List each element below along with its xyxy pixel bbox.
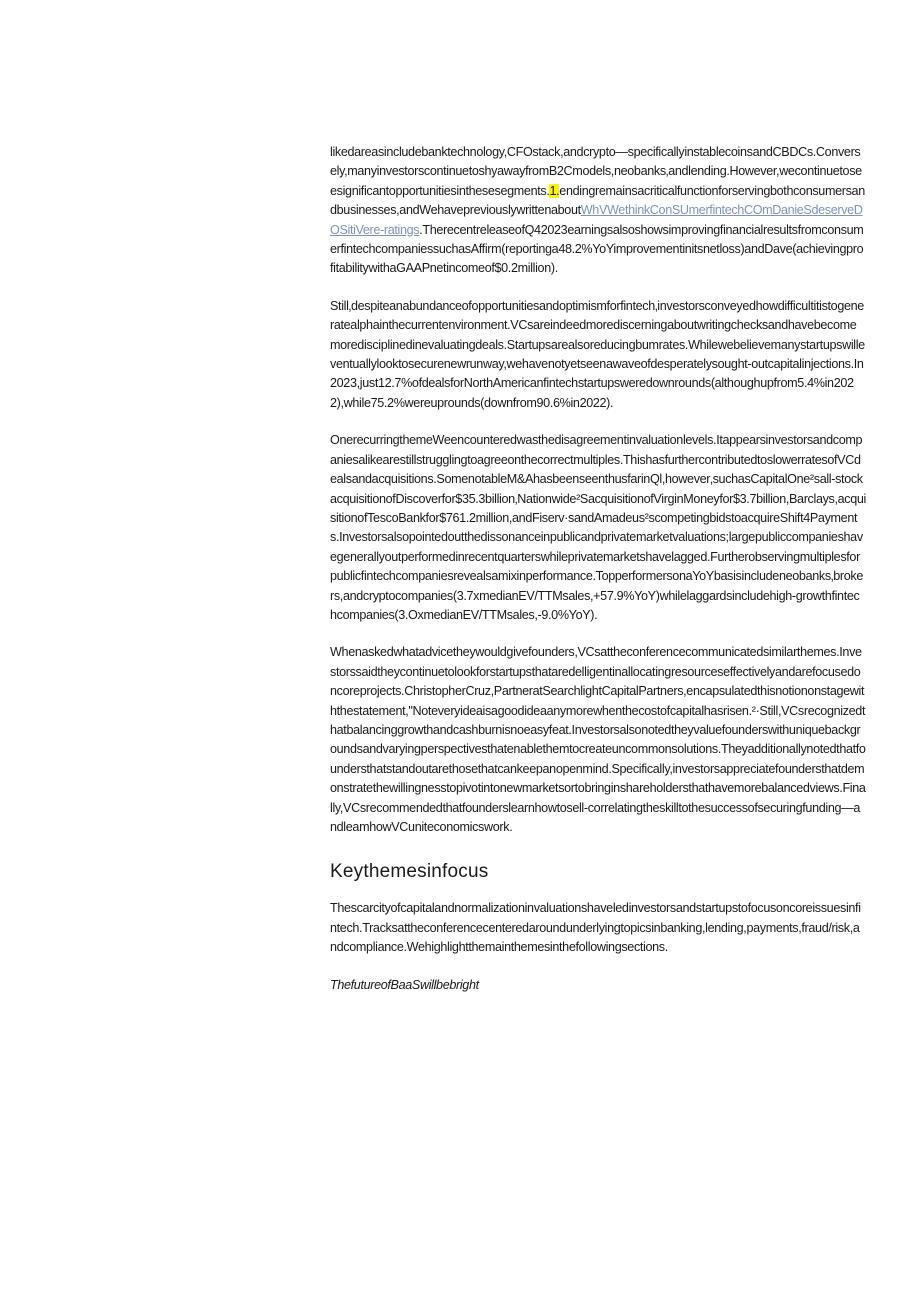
highlighted-text: 1. — [549, 183, 560, 198]
section-heading: Keythemesinfocus — [330, 861, 489, 883]
paragraph-text: endingremainsacriticalfunctionforservingbothconsumersandbusinesses,andWehavepreviouslywrittenabout — [330, 183, 865, 218]
paragraph-alpha-environment: Still‚despiteanabundanceofopportunitiesandoptimismforfintech‚investorsconveyedhowdifficultitistogeneratealphainthecurrentenvironment.VCsareindeedmorediscerningaboutwritingchecksandhavebecomemoredisciplinedinevaluatingdeals.Startupsarealsoreducingbumrates.Whilewebelievemanystartupswilleventuallylooktosecurenewrunway,wehavenotyetseenawaveofdesperatelysought-outcapitalinjections.In2023,just12.7%ofdealsforNorthAmericanfintechstartupsweredownrounds(althoughupfrom5.4%in2022),while75.2%wereuprounds(downfrom90.6%in2022). — [330, 298, 865, 410]
document-body — [330, 143, 866, 995]
consumer-fintech-article-link[interactable]: WhVWethinkConSUmerfintechCOmDanieSdeserveDOSitiVere-ratings — [330, 203, 863, 237]
subsection-heading: ThefutureofBaaSwillbebright — [330, 977, 479, 992]
paragraph-founder-advice: Whenaskedwhatadvicetheywouldgivefounders,VCsattheconferencecommunicatedsimilarthemes.Investorssaidtheycontinuetolookforstartupsthataredelligentinallocatingresourceseffectivelyandarefocusedoncoreprojects.ChristopherCruz,PartneratSearchlightCapitalPartners,encapsulatedthisnotiononstagewiththestatement,"Noteveryideaisagoodideaanymorewhenthecostofcapitalhasrisen.²·Still,VCsrecognizedthatbalancinggrowthandcashburnisnoeasyfeat.Investorsalsonotedtheyvaluefounderswithuniquebackgroundsandvaryingperspectivesthatenablethemtocreateuncommonsolutions.Theyadditionallynotedthatfoundersthatstandoutarethosethatcankeepanopenmind.Specifically,investorsappreciatefoundersthatdemonstratethewillingnesstopivotintonewmarketsortobringinshareholdersthathavemorebalancedviews.Finally,VCsrecommendedthatfounderslearnhowtosell-correlatingtheskilltothesuccessofsecuringfunding—andleamhowVCuniteconomicswork. — [330, 645, 866, 834]
paragraph-text: likedareasincludebanktechnology,CFOstack,andcrypto—specificallyinstablecoinsandCBDCs.Conversely,manyinvestorscontinuetoshyawayfromB2Cmodels,neobanks‚andlending.However,wecontinuetoseesignificantopportunitiesinthesesegments. — [330, 145, 862, 198]
paragraph-market-segments — [330, 143, 866, 279]
paragraph-text: .TherecentreleaseofQ42023earningsalsoshowsimprovingfinancialresultsfromconsumerfintechcompaniessuchasAffirm(reportinga48.2%YoYimprovementinitsnetloss)andDave(achievingprofitabilitywithaGAAPnetincomeof$0.2million). — [330, 222, 864, 276]
paragraph-key-themes: Thescarcityofcapitalandnormalizationinvaluationshaveledinvestorsandstartupstofocusoncoreissuesinfintech.Tracksattheconferencecenteredaroundunderlyingtopicsinbanking,lending,payments,fraud/risk,andcompliance.Wehighlightthemainthemesinthefollowingsections. — [330, 901, 861, 955]
paragraph-valuation-disagreement: OnerecurringthemeWeencounteredwasthedisagreementinvaluationlevels.Itappearsinvestorsandcompaniesalikearestillstrugglingtoagreeonthecorrectmultiples.ThishasfurthercontributedtoslowerratesofVCdealsandacquisitions.SomenotableM&AhasbeenseenthusfarinQl,however‚suchasCapitalOne²sall-stockacquisitionofDiscoverfor$35.3billion‚Nationwide²SacquisitionofVirginMoneyfor$3.7billion,Barclays,acquisitionofTescoBankfor$761.2million,andFiserv·sandAmadeus²scompetingbidstoacquireShift4Payments.Investorsalsopointedoutthedissonanceinpublicandprivatemarketvaluations;largepubliccompanieshavegenerallyoutperformedinrecentquarterswhileprivatemarketshavelagged.Furtherobservingmultiplesforpublicfintechcompaniesrevealsamixinperformance.TopperformersonaYoYbasisincludeneobanks‚brokers,andcryptocompanies(3.7xmedianEV/TTMsales,+57.9%YoY)whilelaggardsincludehigh-growthfintechcompanies(3.OxmedianEV/TTMsales,-9.0%YoY). — [330, 433, 866, 622]
